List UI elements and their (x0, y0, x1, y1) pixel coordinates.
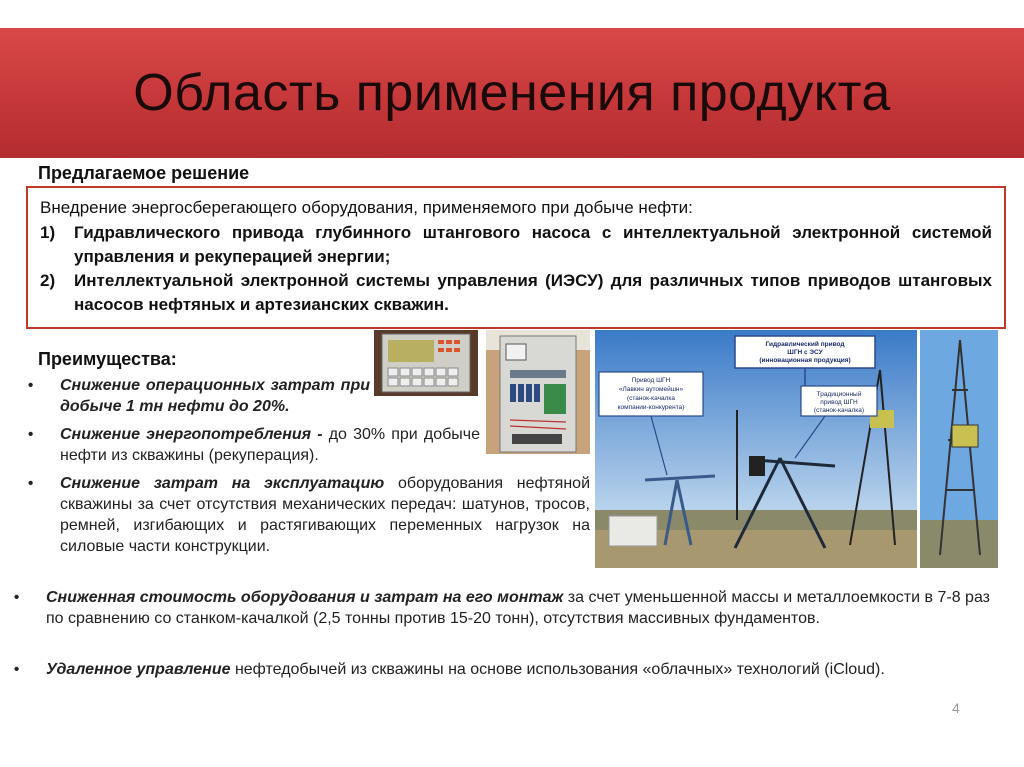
pump-tower-photo (920, 330, 998, 568)
hydraulic-label-line1: Гидравлический привод (765, 341, 845, 348)
advantage-text: за счет уменьшенной массы и металлоемкости в 7-8 раз по сравнению со станком-качалкой (2,5 тонны против 15-20 тонн), отсутствия массивных фундаментов. (46, 589, 991, 627)
solution-item (40, 269, 992, 317)
competitor-label-line1: Привод ШГН (631, 377, 671, 384)
section-subtitle: Предлагаемое решение (38, 163, 250, 183)
competitor-label-line4: компании-конкурента) (617, 404, 685, 411)
advantage-item (28, 375, 370, 417)
solution-item-text: Гидравлического привода глубинного штангового насоса с интеллектуальной электронной системой управления и рекуперацией энергии; (74, 223, 992, 266)
slide-title: Область применения продукта (133, 64, 891, 122)
electrical-cabinet-photo (486, 330, 590, 454)
solution-item (40, 221, 992, 269)
hydraulic-label-line3: (инновационная продукция) (759, 357, 851, 364)
oilfield-pumps-photo (595, 330, 917, 568)
bullet-icon: • (28, 377, 34, 394)
competitor-label-line3: (станок-качалка (626, 395, 676, 402)
title-banner (0, 28, 1024, 158)
advantage-emphasis: Сниженная стоимость оборудования и затрат на его монтаж (46, 589, 564, 606)
advantage-emphasis: Снижение затрат на эксплуатацию (60, 475, 385, 492)
hydraulic-label-line2: ШГН с ЭСУ (787, 349, 823, 356)
advantage-item (28, 473, 590, 557)
traditional-label-line2: привод ШГН (820, 399, 858, 406)
solution-item-number: 2) (40, 271, 56, 290)
solution-item-text: Интеллектуальной электронной системы управления (ИЭСУ) для различных типов приводов штанговых насосов нефтяных и артезианских скважин. (74, 271, 992, 314)
advantage-emphasis: Снижение энергопотребления - (60, 426, 323, 443)
page-number: 4 (952, 700, 960, 716)
traditional-label-line3: (станок-качалка) (813, 407, 865, 414)
bullet-icon: • (14, 589, 20, 606)
advantage-text: до 30% при добыче нефти из скважины (рекуперация). (60, 426, 481, 464)
bullet-icon: • (28, 426, 34, 443)
solution-intro: Внедрение энергосберегающего оборудования, применяемого при добыче нефти: (40, 198, 693, 217)
advantage-text: оборудования нефтяной скважины за счет отсутствия механических передач: шатунов, тросов, ремней, изгибающих и растягивающих переменных нагрузок на силовые части конструкции. (60, 475, 591, 555)
advantage-text: Снижение операционных затрат при добыче 1 тн нефти до 20%. (60, 377, 370, 415)
advantages-title: Преимущества: (38, 349, 177, 369)
control-panel-photo (374, 330, 478, 396)
advantage-text: нефтедобычей из скважины на основе использования «облачных» технологий (iCloud). (230, 661, 885, 678)
solution-box (26, 186, 1006, 329)
bullet-icon: • (14, 661, 20, 678)
advantage-emphasis: Удаленное управление (46, 661, 231, 678)
advantage-item (14, 659, 990, 680)
advantage-item (14, 587, 990, 629)
traditional-label-line1: Традиционный (816, 391, 862, 398)
bullet-icon: • (28, 475, 34, 492)
advantage-item (28, 424, 480, 466)
competitor-label-line2: «Лавкин аутомейшн» (618, 386, 684, 393)
solution-item-number: 1) (40, 223, 56, 242)
